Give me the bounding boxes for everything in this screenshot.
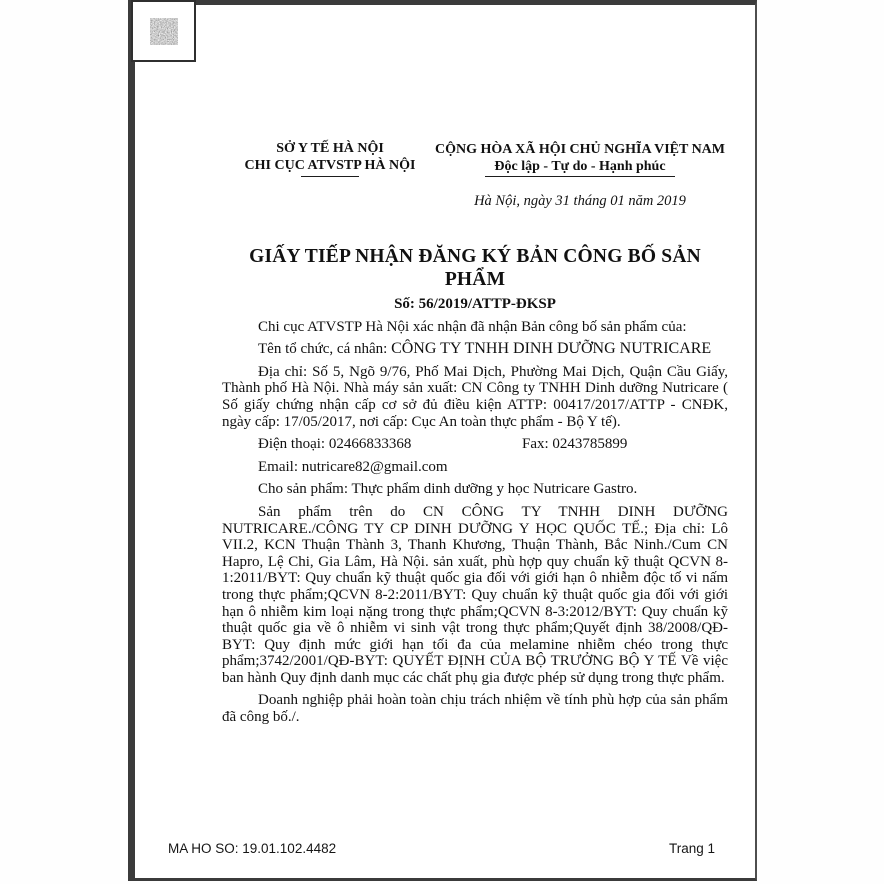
address-paragraph: Địa chỉ: Số 5, Ngõ 9/76, Phố Mai Dịch, Phường Mai Dịch, Quận Cầu Giấy, Thành phố Hà Nội. Nhà máy sản xuất: CN Công ty TNHH Dinh dưỡng Nutricare ( Số giấy chứng nhận cấp cơ sở đủ điều kiện ATTP: 00417/2017/ATTP - CNĐK, ngày cấp: 17/05/2017, nơi cấp: Cục An toàn thực phẩm - Bộ Y tế). bbox=[222, 363, 728, 430]
national-header-block bbox=[430, 141, 730, 177]
compliance-paragraph: Sản phẩm trên do CN CÔNG TY TNHH DINH DƯỠNG NUTRICARE./CÔNG TY CP DINH DƯỠNG Y HỌC QUỐC TẾ.; Địa chỉ: Lô VII.2, KCN Thuận Thành 3, Thanh Khương, Thuận Thành, Bắc Ninh./Cum CN Hapro, Lệ Chi, Gia Lâm, Hà Nội. sản xuất, phù hợp quy chuẩn kỹ thuật QCVN 8-1:2011/BYT: Quy chuẩn kỹ thuật quốc gia đối với giới hạn ô nhiễm độc tố vi nấm trong thực phẩm;QCVN 8-2:2011/BYT: Quy chuẩn kỹ thuật quốc gia đối với giới hạn ô nhiễm kim loại nặng trong thực phẩm;QCVN 8-3:2012/BYT: Quy chuẩn kỹ thuật quốc gia về ô nhiễm vi sinh vật trong thực phẩm;Quyết định 38/2008/QĐ-BYT: Quy định mức giới hạn tối đa của melamine nhiễm chéo trong thực phẩm;3742/2001/QĐ-BYT: QUYẾT ĐỊNH CỦA BỘ TRƯỞNG BỘ Y TẾ Về việc ban hành Quy định danh mục các chất phụ gia được phép sử dụng trong thực phẩm. bbox=[222, 503, 728, 686]
product-line: Cho sản phẩm: Thực phẩm dinh dưỡng y học Nutricare Gastro. bbox=[258, 481, 638, 498]
issuing-authority-block bbox=[235, 141, 425, 177]
responsibility-paragraph: Doanh nghiệp phải hoàn toàn chịu trách nhiệm về tính phù hợp của sản phẩm đã công bố./. bbox=[222, 692, 728, 726]
page-content bbox=[135, 5, 755, 878]
organization-name: CÔNG TY TNHH DINH DƯỠNG NUTRICARE bbox=[391, 340, 712, 358]
authority-line1: SỞ Y TẾ HÀ NỘI bbox=[276, 141, 384, 156]
national-title: CỘNG HÒA XÃ HỘI CHỦ NGHĨA VIỆT NAM bbox=[434, 142, 725, 157]
organization-label: Tên tổ chức, cá nhân: bbox=[258, 341, 392, 358]
header-left-rule bbox=[301, 176, 359, 177]
document-title: GIẤY TIẾP NHẬN ĐĂNG KÝ BẢN CÔNG BỐ SẢN PHẨM bbox=[249, 246, 701, 290]
scan-code-box bbox=[131, 0, 196, 62]
phone-fax-line bbox=[222, 436, 728, 453]
document-number: Số: 56/2019/ATTP-ĐKSP bbox=[394, 296, 556, 312]
dossier-code: MA HO SO: 19.01.102.4482 bbox=[168, 841, 337, 856]
noise-square-icon bbox=[150, 18, 178, 45]
page-footer bbox=[168, 841, 715, 856]
organization-line bbox=[222, 341, 728, 358]
intro-line: Chi cục ATVSTP Hà Nội xác nhận đã nhận Bản công bố sản phẩm của: bbox=[258, 318, 687, 335]
document-page bbox=[128, 0, 757, 881]
authority-line2: CHI CỤC ATVSTP HÀ NỘI bbox=[244, 157, 416, 173]
date-place-line: Hà Nội, ngày 31 tháng 01 năm 2019 bbox=[474, 193, 686, 209]
phone-value: Điện thoại: 02466833368 bbox=[258, 436, 412, 453]
motto-text: Độc lập - Tự do - Hạnh phúc bbox=[485, 158, 674, 177]
email-line: Email: nutricare82@gmail.com bbox=[258, 458, 448, 475]
page-number: Trang 1 bbox=[668, 841, 715, 856]
document-body bbox=[222, 245, 728, 726]
national-motto bbox=[430, 158, 730, 177]
fax-value: Fax: 0243785899 bbox=[522, 436, 628, 453]
